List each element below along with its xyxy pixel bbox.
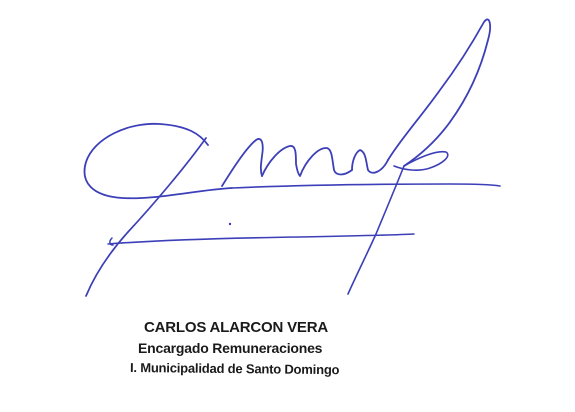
signature-stroke-first-hump <box>222 139 263 186</box>
signature-dot <box>229 223 231 225</box>
signer-block <box>130 318 430 378</box>
signature-stroke-flourish <box>388 19 490 166</box>
signature-stroke-descender <box>86 138 206 296</box>
signer-role: Encargado Remuneraciones <box>138 340 323 356</box>
signer-organization: I. Municipalidad de Santo Domingo <box>129 360 340 378</box>
signer-name: CARLOS ALARCON VERA <box>144 319 328 336</box>
signature-stroke-loop <box>85 124 233 198</box>
signature-stroke-m <box>262 146 352 176</box>
signature-stroke-u <box>352 150 388 173</box>
signature-stroke-lower-line <box>108 234 414 244</box>
signature-stroke-upper-line <box>232 184 500 188</box>
